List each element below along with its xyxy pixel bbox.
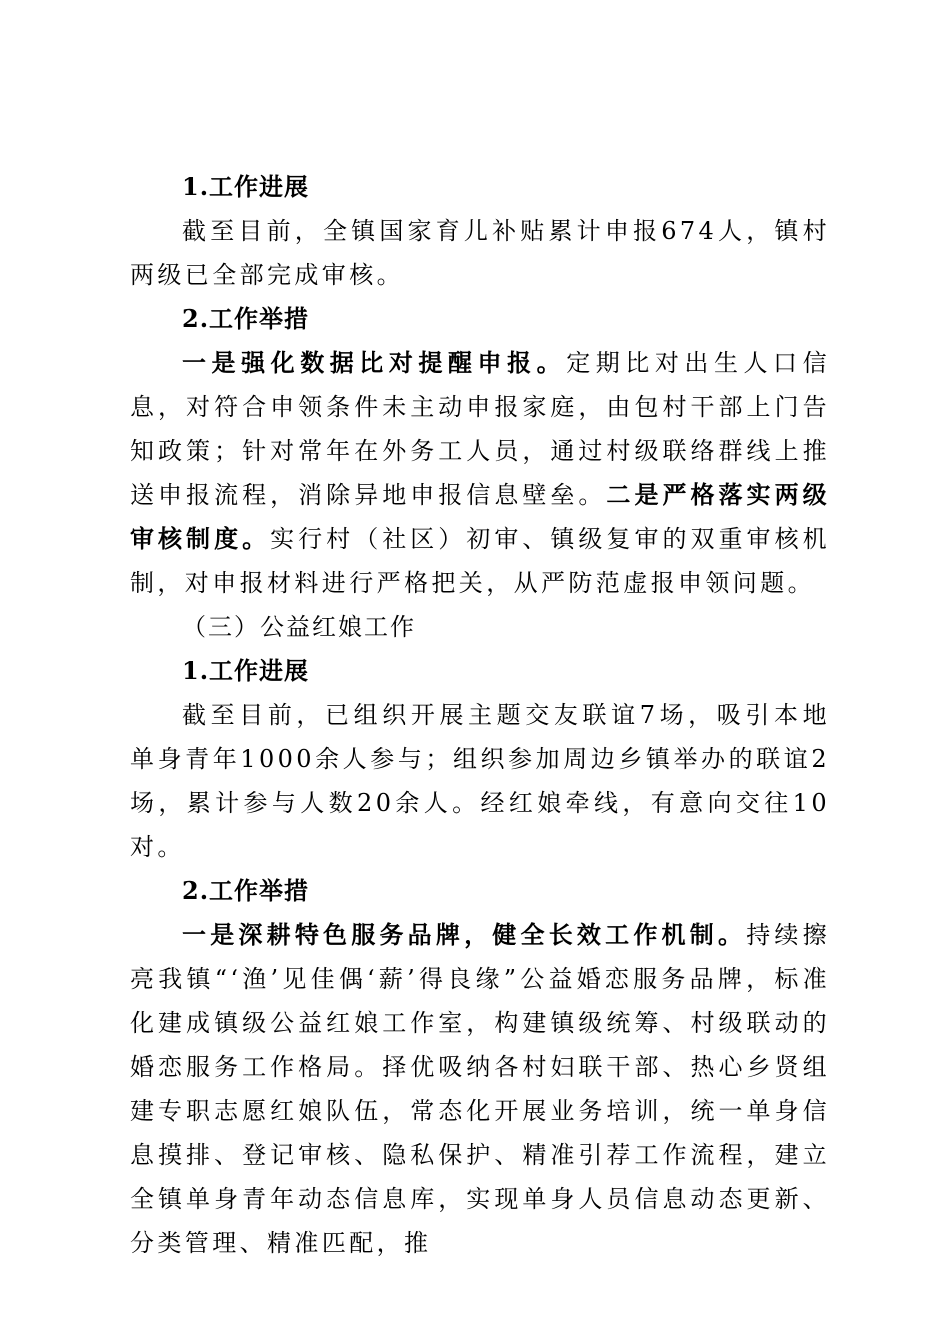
document-page	[130, 165, 830, 1265]
heading-matchmaking-measures: 2.工作举措	[182, 876, 310, 905]
measure-2-text: 实行村（社区）初审、镇级复审的双重审核机制，对申报材料进行严格把关，从严防范虚报申领问题。	[130, 525, 830, 597]
paragraph-subsidy-measures	[130, 341, 830, 605]
measure-1-title: 一是强化数据比对提醒申报。	[182, 348, 567, 377]
paragraph-subsidy-progress: 截至目前，全镇国家育儿补贴累计申报674人，镇村两级已全部完成审核。	[130, 217, 830, 289]
paragraph-matchmaking-progress: 截至目前，已组织开展主题交友联谊7场，吸引本地单身青年1000余人参与；组织参加周边乡镇举办的联谊2场，累计参与人数20余人。经红娘牵线，有意向交往10对。	[130, 701, 830, 861]
heading-work-measures: 2.工作举措	[182, 304, 310, 333]
section-title-matchmaking: （三）公益红娘工作	[182, 613, 416, 641]
matchmaking-measure-1-title: 一是深耕特色服务品牌，健全长效工作机制。	[182, 920, 747, 949]
paragraph-matchmaking-measures	[130, 913, 830, 1265]
measure-2-title: 二是严格落实两级审核制度。	[130, 480, 830, 553]
heading-matchmaking-progress: 1.工作进展	[182, 656, 310, 685]
heading-work-progress: 1.工作进展	[182, 172, 310, 201]
measure-1-text: 定期比对出生人口信息，对符合申领条件未主动申报家庭，由包村干部上门告知政策；针对常年在外务工人员，通过村级联络群线上推送申报流程，消除异地申报信息壁垒。	[130, 349, 831, 509]
matchmaking-measure-1-text: 持续擦亮我镇“‘渔’见佳偶‘薪’得良缘”公益婚恋服务品牌，标准化建成镇级公益红娘工作室，构建镇级统筹、村级联动的婚恋服务工作格局。择优吸纳各村妇联干部、热心乡贤组建专职志愿红娘队伍，常态化开展业务培训，统一单身信息摸排、登记审核、隐私保护、精准引荐工作流程，建立全镇单身青年动态信息库，实现单身人员信息动态更新、分类管理、精准匹配，推	[130, 921, 831, 1257]
